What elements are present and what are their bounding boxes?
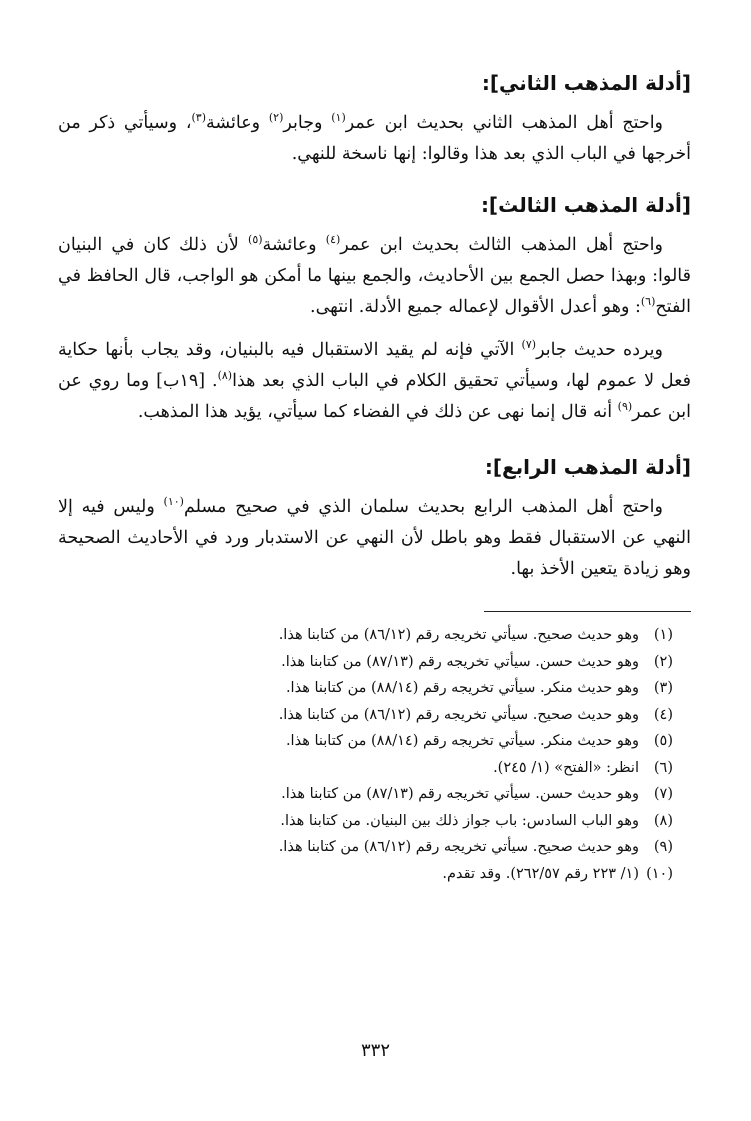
footnote-item bbox=[58, 649, 673, 676]
page-number: ٣٣٢ bbox=[360, 1040, 390, 1061]
text-run: : وهو أعدل الأقوال لإعماله جميع الأدلة. انتهى. bbox=[310, 297, 641, 317]
footnote-number: (٧) bbox=[653, 786, 673, 802]
text-run: وعائشة bbox=[262, 235, 326, 255]
footnote-ref[interactable]: (٧) bbox=[521, 338, 537, 352]
footnote-text: انظر: «الفتح» (١/ ٢٤٥). bbox=[493, 759, 639, 776]
footnote-text: وهو حديث صحيح. سيأتي تخريجه رقم (٨٦/١٢) من كتابنا هذا. bbox=[278, 627, 639, 643]
footnote-number: (٢) bbox=[653, 653, 673, 670]
text-run: وجابر bbox=[283, 113, 332, 133]
footnote-ref[interactable]: (٢) bbox=[268, 111, 284, 125]
footnote-text: وهو حديث صحيح. سيأتي تخريجه رقم (٨٦/١٢) من كتابنا هذا. bbox=[278, 706, 639, 723]
footnote-number: (٩) bbox=[653, 839, 673, 855]
text-run: وليس فيه إلا النهي عن الاستقبال فقط وهو باطل لأن النهي عن الاستدبار ورد في الأحاديث الصحيحة وهو زيادة يتعين الأخذ بها. bbox=[58, 497, 691, 579]
footnote-item bbox=[58, 781, 673, 808]
footnote-text: وهو حديث حسن. سيأتي تخريجه رقم (٨٧/١٣) من كتابنا هذا. bbox=[281, 653, 639, 670]
section-heading-second-school: [أدلة المذهب الثاني]: bbox=[481, 71, 691, 95]
footnote-item bbox=[58, 834, 673, 861]
footnote-text: وهو حديث منكر. سيأتي تخريجه رقم (٨٨/١٤) من كتابنا هذا. bbox=[285, 733, 639, 749]
footnote-number: (١٠) bbox=[646, 865, 673, 882]
text-run: وعائشة bbox=[206, 113, 269, 133]
paragraph-fourth-school bbox=[58, 492, 691, 585]
text-run: واحتج أهل المذهب الثاني بحديث ابن عمر bbox=[345, 113, 664, 133]
footnote-number: (١) bbox=[653, 627, 673, 643]
footnote-number: (٤) bbox=[653, 706, 673, 723]
footnote-item bbox=[58, 675, 673, 702]
paragraph-second-school bbox=[58, 108, 691, 170]
footnote-ref[interactable]: (١٠) bbox=[163, 495, 184, 509]
section-heading-fourth-school: [أدلة المذهب الرابع]: bbox=[484, 455, 691, 479]
footnote-ref[interactable]: (٤) bbox=[325, 233, 341, 247]
footnote-ref[interactable]: (٥) bbox=[248, 233, 263, 247]
footnote-number: (٥) bbox=[653, 733, 673, 749]
text-run: الآتي فإنه لم يقيد الاستقبال فيه بالبنيان، وقد يجاب بأنها حكاية فعل لا عموم لها، وسيأتي تحقيق الكلام في الباب الذي بعد هذا bbox=[58, 340, 691, 391]
footnote-ref[interactable]: (٩) bbox=[617, 400, 633, 414]
footnote-number: (٣) bbox=[653, 680, 673, 696]
footnote-text: (١/ ٢٢٣ رقم ٢٦٢/٥٧). وقد تقدم. bbox=[442, 865, 639, 882]
footnote-number: (٨) bbox=[653, 812, 673, 829]
footnote-item bbox=[58, 728, 673, 755]
footnote-ref[interactable]: (٣) bbox=[191, 111, 207, 125]
footnote-item bbox=[58, 808, 673, 835]
footnote-ref[interactable]: (٦) bbox=[640, 295, 656, 309]
footnote-item bbox=[58, 861, 673, 888]
text-run: ويرده حديث جابر bbox=[536, 340, 663, 360]
footnote-item bbox=[58, 755, 673, 782]
footnote-text: وهو الباب السادس: باب جواز ذلك بين البنيان. من كتابنا هذا. bbox=[280, 812, 639, 829]
footnote-item bbox=[58, 622, 673, 649]
text-run: واحتج أهل المذهب الثالث بحديث ابن عمر bbox=[340, 235, 663, 255]
text-run: لأن ذلك كان في البنيان قالوا: وبهذا حصل الجمع بين الأحاديث، والجمع بينها ما أمكن هو الواجب، قال الحافظ في الفتح bbox=[58, 235, 691, 317]
footnote-list bbox=[58, 622, 691, 887]
footnote-item bbox=[58, 702, 673, 729]
footnote-divider bbox=[484, 611, 691, 612]
footnote-number: (٦) bbox=[653, 759, 673, 776]
footnote-ref[interactable]: (١) bbox=[331, 111, 346, 125]
footnote-text: وهو حديث صحيح. سيأتي تخريجه رقم (٨٦/١٢) من كتابنا هذا. bbox=[278, 839, 639, 855]
text-run: . [١٩ب] وما روي عن ابن عمر bbox=[58, 371, 691, 422]
text-run: أنه قال إنما نهى عن ذلك في الفضاء كما سيأتي، يؤيد هذا المذهب. bbox=[137, 402, 618, 422]
paragraph-rebuttal bbox=[58, 335, 691, 428]
footnote-ref[interactable]: (٨) bbox=[217, 369, 233, 383]
paragraph-third-school bbox=[58, 230, 691, 323]
text-run: واحتج أهل المذهب الرابع بحديث سلمان الذي في صحيح مسلم bbox=[183, 497, 663, 517]
footnote-text: وهو حديث حسن. سيأتي تخريجه رقم (٨٧/١٣) من كتابنا هذا. bbox=[281, 786, 639, 802]
section-heading-third-school: [أدلة المذهب الثالث]: bbox=[480, 193, 691, 217]
text-run: ، وسيأتي ذكر من أخرجها في الباب الذي بعد هذا وقالوا: إنها ناسخة للنهي. bbox=[58, 113, 691, 164]
footnote-text: وهو حديث منكر. سيأتي تخريجه رقم (٨٨/١٤) من كتابنا هذا. bbox=[285, 680, 639, 696]
